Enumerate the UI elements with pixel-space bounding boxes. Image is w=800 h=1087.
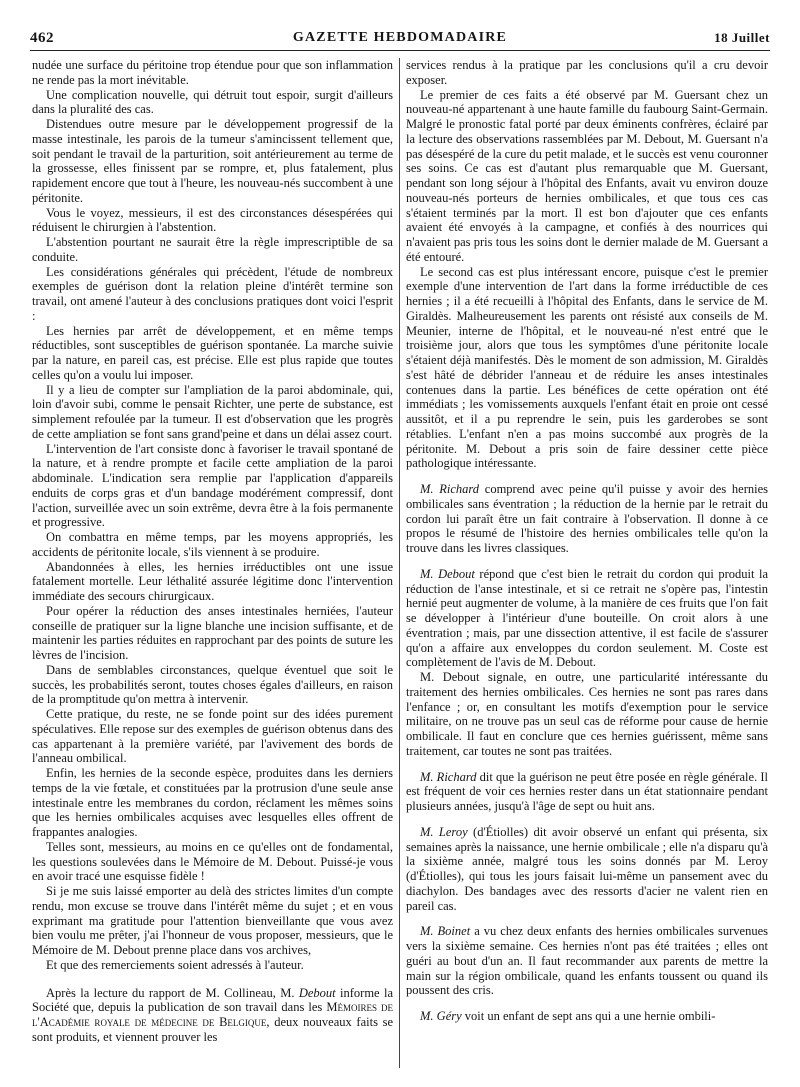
speaker-name: M. Boinet	[420, 924, 471, 939]
closing-text-a: Après la lecture du rapport de M. Collineau, M.	[46, 985, 299, 1000]
paragraph: Distendues outre mesure par le développement progressif de la masse intestinale, les parois de la tumeur s'amincissent tellement que, soit pendant le travail de la parturition, soit antérieurement au terme de la grossesse, elles finissent par se rompre, et, plus fatalement, plus rapidement encore que tout à l'heure, les nouveau-nés succombent à une péritonite.	[32, 117, 393, 205]
discussion-text: a vu chez deux enfants des hernies ombilicales survenues vers la sixième semaine. Ces hernies n'ont pas été traitées ; elles ont guéri au bout d'un an. Il faut recommander aux parents de mettre la main sur la région ombilicale, quand les enfants toussent ou quand ils poussent des cris.	[406, 924, 768, 998]
paragraph: Il y a lieu de compter sur l'ampliation de la paroi abdominale, qui, loin d'avoir subi, comme le pensait Richter, une perte de substance, est simplement refoulée par la tumeur. Il est d'observation que les progrès de cette ampliation se font sans grand'peine et dans un délai assez court.	[32, 382, 393, 441]
closing-text-e: , deux nouveaux faits se sont produits, et viennent prouver les	[32, 1015, 393, 1044]
speaker-name: M. Richard	[420, 769, 477, 784]
right-column	[406, 58, 768, 1073]
paragraph: Cette pratique, du reste, ne se fonde point sur des idées purement spéculatives. Elle repose sur des exemples de guérison obtenus dans des cas appartenant à la première variété, par l'avivement des bords de l'anneau ombilical.	[32, 707, 393, 766]
paragraph: Les considérations générales qui précèdent, l'étude de nombreux exemples de guérison dont la relation pleine d'intérêt termine son travail, ont amené l'auteur à des conclusions pratiques dont voici l'esprit :	[32, 264, 393, 323]
closing-memoirs: Mémoires de l'Académie royale de médecine de Belgique	[32, 1000, 393, 1029]
discussion-paragraph	[406, 482, 768, 556]
discussion-paragraph	[406, 924, 768, 998]
discussion-paragraph	[406, 770, 768, 814]
paragraph: Dans de semblables circonstances, quelque éventuel que soit le succès, les probabilités seront, toutes choses égales d'ailleurs, en raison de la promptitude qu'on mettra à intervenir.	[32, 662, 393, 707]
closing-author: Debout	[298, 985, 336, 1000]
discussion-text: M. Debout signale, en outre, une particularité intéressante du traitement des hernies ombilicales. Ces hernies ne sont pas rares dans l'enfance ; or, en consultant les motifs d'exemption pour le service militaire, on ne trouve pas un seul cas de réforme pour cause de hernie ombilicale. Il faut en conclure que ces hernies guérissent, même sans traitement, car toutes ne sont pas traitées.	[406, 670, 768, 758]
page-header	[30, 26, 770, 51]
closing-paragraph	[32, 986, 393, 1045]
left-column	[32, 58, 393, 1073]
paragraph: Si je me suis laissé emporter au delà des strictes limites d'un compte rendu, mon excuse se trouve dans l'intérêt même du sujet ; et en vous exprimant ma gratitude pour l'attention bienveillante que vous avez bien voulu me prêter, j'ai l'honneur de vous proposer, messieurs, que le Mémoire de M. Debout prenne place dans vos archives,	[32, 884, 393, 957]
discussion-paragraph	[406, 1009, 768, 1024]
discussion-text: répond que c'est bien le retrait du cordon qui produit la réduction de l'anse intestinale, et si ce retrait ne s'opère pas, l'intestin hernié peut augmenter de volume, à la manière de ces fruits que l'on fait se développer à l'intérieur d'une bouteille. On croit alors à une éventration ; mais, par une dissection attentive, il est facile de s'assurer qu'on a affaire aux enveloppes du cordon seulement. M. Coste est complètement de l'avis de M. Debout.	[406, 566, 768, 670]
discussion-paragraph	[406, 825, 768, 914]
paragraph: Une complication nouvelle, qui détruit tout espoir, surgit d'ailleurs dans la pluralité des cas.	[32, 87, 393, 117]
paragraph: nudée une surface du péritoine trop étendue pour que son inflammation ne rende pas la mort inévitable.	[32, 58, 393, 87]
paragraph: L'abstention pourtant ne saurait être la règle imprescriptible de sa conduite.	[32, 235, 393, 264]
discussion-text: (d'Étiolles) dit avoir observé un enfant qui présenta, six semaines après la naissance, une hernie ombilicale ; elle n'a disparu qu'à la sixième année, malgré tous les soins donnés par M. Leroy (d'Étiolles), qui tous les jours faisait lui-même un pansement avec du diachylon. Des bandages avec des ressorts d'acier ne valent rien en pareil cas.	[406, 824, 768, 913]
paragraph: Le second cas est plus intéressant encore, puisque c'est le premier exemple d'une intervention de l'art dans la forme irréductible de ces hernies ; il a été recueilli à l'hôpital des Enfants, dans le service de M. Giraldès. Malheureusement les parents ont résisté aux conseils de M. Meunier, interne de l'hôpital, et le nouveau-né n'est entré que le troisième jour, alors que tous les symptômes d'une péritonite locale s'étaient déjà manifestés. Dès le moment de son admission, M. Giraldès s'est hâté de débrider l'anneau et de réduire les anses intestinales contenues dans la partie. Les bénéfices de cette opération ont été immédiats ; les vomissements auxquels l'enfant était en proie ont cessé aussitôt, et il a pu reprendre le sein, puis les garderobes se sont rétablies. L'enfant n'en a pas moins succombé aux progrès de la péritonite. M. Debout a pris soin de faire dessiner cette pièce pathologique intéressante.	[406, 264, 768, 471]
paragraph: Le premier de ces faits a été observé par M. Guersant chez un nouveau-né appartenant à une haute famille du faubourg Saint-Germain. Malgré le pronostic fatal porté par deux éminents confrères, éclairé par la lecture des observations rassemblées par M. Debout, M. Guersant n'a pas désespéré de la cure du petit malade, et le succès est venu couronner ses soins. Ce cas est d'autant plus remarquable que M. Guersant, pendant son long séjour à l'hôpital des Enfants, avait vu environ douze nouveau-nés porteurs de hernies ombilicales, et que tous ces cas s'étaient terminés par la mort. Il est bon d'ajouter que ces enfants avaient été envoyés à la campagne, et confiés à des nourrices qui n'avaient pas pris tous les soins dont le dernier malade de M. Guersant a été entouré.	[406, 87, 768, 264]
paragraph: Vous le voyez, messieurs, il est des circonstances désespérées qui réduisent le chirurgien à l'abstention.	[32, 205, 393, 235]
paragraph: L'intervention de l'art consiste donc à favoriser le travail spontané de la nature, et à rendre prompte et facile cette ampliation de la paroi abdominale. L'indication sera remplie par l'application d'appareils enduits de corps gras et d'un bandage modérément compressif, dont l'action, surveillée avec un soin extrême, devra être à la fois permanente et progressive.	[32, 441, 393, 530]
speaker-name: M. Debout	[420, 566, 475, 581]
journal-title: GAZETTE HEBDOMADAIRE	[292, 30, 508, 45]
discussion-text: voit un enfant de sept ans qui a une hernie ombili-	[461, 1009, 716, 1023]
speaker-name: M. Géry	[420, 1009, 462, 1023]
paragraph: Et que des remerciements soient adressés à l'auteur.	[46, 957, 304, 972]
page-number: 462	[30, 30, 54, 46]
discussion-text: dit que la guérison ne peut être posée en règle générale. Il est fréquent de voir ces hernies rester dans un état stationnaire pendant plusieurs années, jusqu'à l'âge de sept ou huit ans.	[406, 769, 768, 813]
discussion-paragraph	[406, 567, 768, 670]
paragraph: Telles sont, messieurs, au moins en ce qu'elles ont de fondamental, les questions soulevées dans le Mémoire de M. Debout. Puissé-je vous en avoir tracé une esquisse fidèle !	[32, 839, 393, 884]
column-divider	[399, 58, 400, 1068]
issue-date: 18 Juillet	[714, 30, 770, 45]
speaker-name: M. Richard	[420, 482, 480, 496]
paragraph: services rendus à la pratique par les conclusions qu'il a cru devoir exposer.	[406, 58, 768, 87]
discussion-paragraph	[406, 670, 768, 759]
paragraph: Pour opérer la réduction des anses intestinales herniées, l'auteur conseille de pratiquer sur la ligne blanche une incision suffisante, et de maintenir les parties réduites en rapprochant par des points de suture les lèvres de l'incision.	[32, 603, 393, 662]
discussion-text: comprend avec peine qu'il puisse y avoir des hernies ombilicales sans éventration ; la réduction de la hernie par le retrait du cordon lui paraît être un fait contraire à l'observation. Il donne à ce propos le résumé de l'histoire des hernies ombilicales telle qu'on la trouve dans les livres classiques.	[406, 482, 768, 555]
paragraph: Les hernies par arrêt de développement, et en même temps réductibles, sont susceptibles de guérison spontanée. La marche suivie par la nature, en pareil cas, est précise. Elle est plus rapide que toutes celles qu'on a voulu lui imposer.	[32, 323, 393, 382]
closing-text-c: informe la Société que, depuis la publication de son travail dans les	[32, 985, 393, 1015]
paragraph: Enfin, les hernies de la seconde espèce, produites dans les derniers temps de la vie fœtale, et constituées par la protrusion d'une seule anse intestinale entre les membranes du cordon, réclament les mêmes soins que les hernies ombilicales acquises avec lesquelles elles offrent de frappantes analogies.	[32, 766, 393, 839]
speaker-name: M. Leroy	[420, 824, 468, 839]
paragraph: On combattra en même temps, par les moyens appropriés, les accidents de péritonite locale, s'ils viennent à se produire.	[32, 530, 393, 559]
paragraph: Abandonnées à elles, les hernies irréductibles ont une issue fatalement mortelle. Leur léthalité assurée légitime donc l'intervention immédiate des secours chirurgicaux.	[32, 559, 393, 603]
